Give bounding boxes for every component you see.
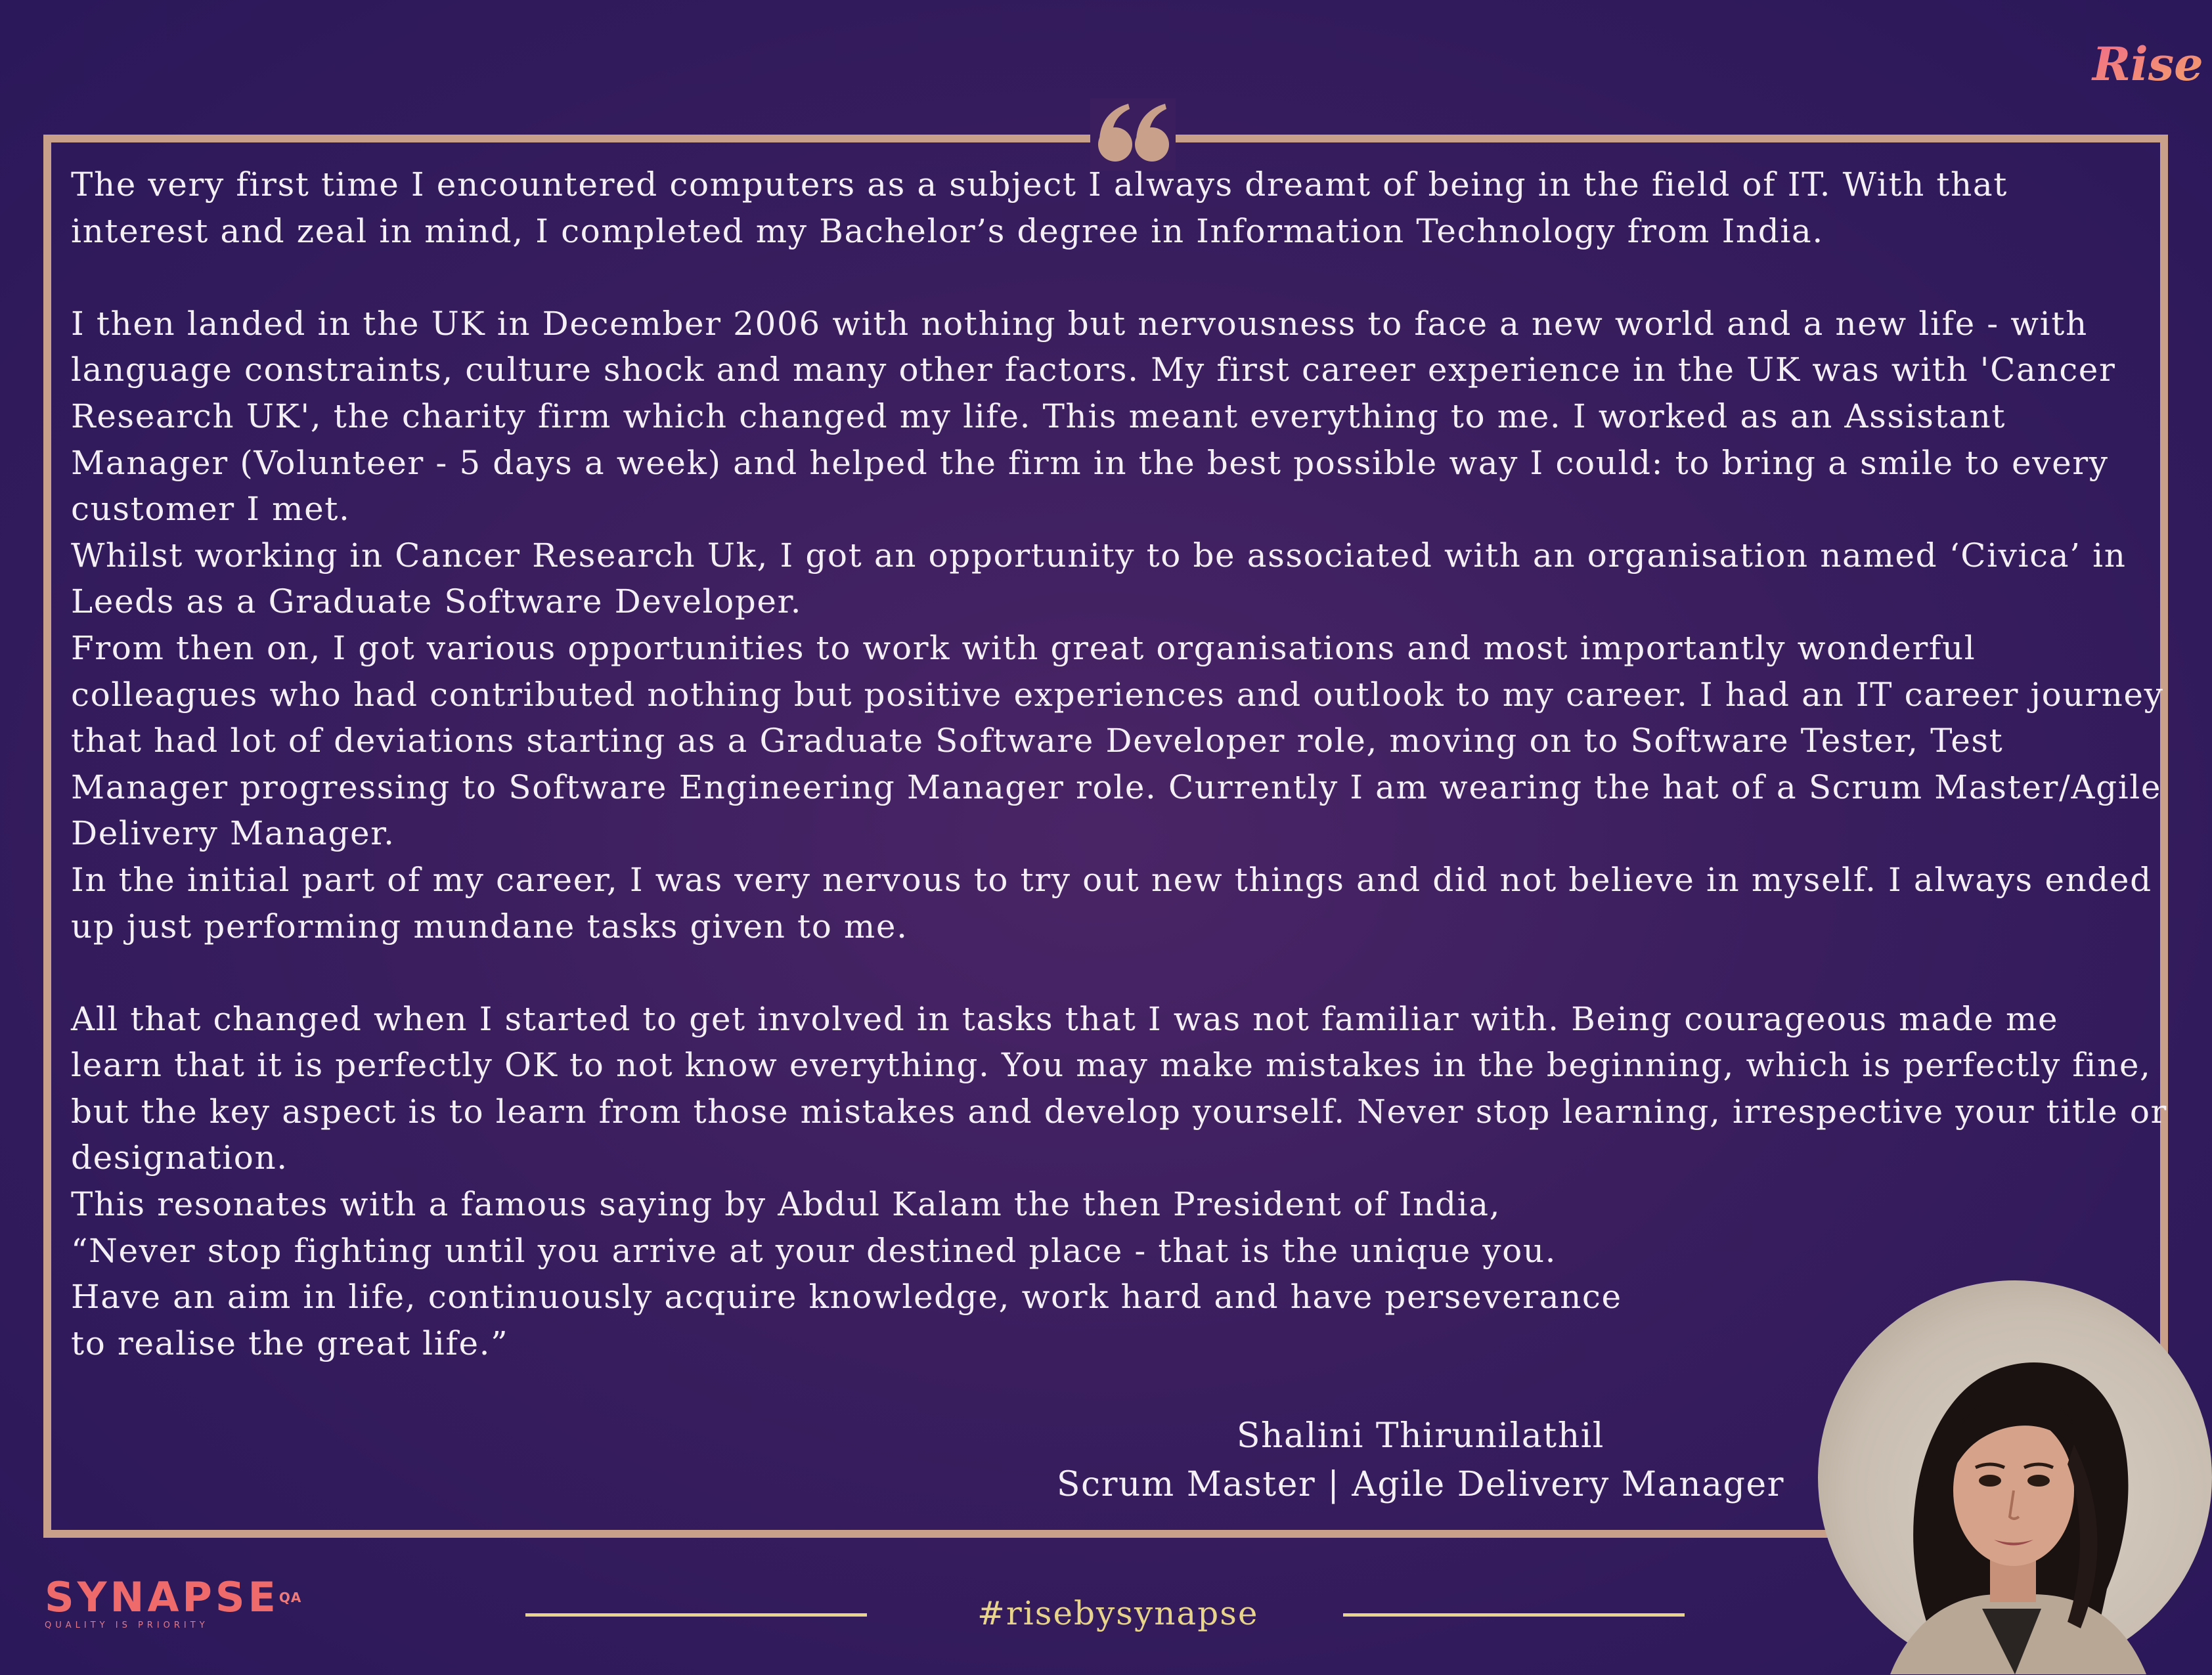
brand-tagline: QUALITY IS PRIORITY [45,1621,209,1630]
text-line: This resonates with a famous saying by Abdul Kalam the then President of India, [71,1185,1501,1224]
text-line: interest and zeal in mind, I completed my Bachelor’s degree in Information Technology from India. [71,211,1824,250]
brand-sup: QA [278,1590,302,1605]
text-line: Research UK', the charity firm which changed my life. This meant everything to me. I worked as an Assistant [71,397,2006,435]
text-line: From then on, I got various opportunities to work with great organisations and most importantly wonderful [71,628,1976,667]
text-line: Leeds as a Graduate Software Developer. [71,582,803,621]
text-line: designation. [71,1139,288,1177]
brand-name: SYNAPSE [45,1573,279,1621]
author-photo [1818,1280,2212,1674]
text-line: colleagues who had contributed nothing but positive experiences and outlook to my career. I had an IT career journey [71,675,2164,714]
text-line: up just performing mundane tasks given to me. [71,907,908,946]
divider-left [525,1613,867,1617]
author-title: Scrum Master | Agile Delivery Manager [1056,1465,1784,1504]
text-line: to realise the great life.” [71,1324,509,1362]
text-line: Delivery Manager. [71,814,395,853]
text-line: Manager progressing to Software Engineering Manager role. Currently I am wearing the hat of a Scrum Master/Agile [71,768,2162,806]
testimonial-text [71,162,2168,1366]
author-name: Shalini Thirunilathil [1236,1416,1604,1456]
text-line: Whilst working in Cancer Research Uk, I got an opportunity to be associated with an organisation named ‘Civica’ in [71,536,2127,575]
text-line: customer I met. [71,490,351,529]
hashtag: #risebysynapse [977,1594,1259,1632]
text-line: but the key aspect is to learn from those mistakes and develop yourself. Never stop learning, irrespective your title or [71,1092,2168,1131]
signature [1057,1412,1784,1509]
divider-right [1343,1613,1685,1617]
text-line: language constraints, culture shock and many other factors. My first career experience in the UK was with 'Cancer [71,351,2116,389]
text-line [71,949,2133,996]
text-line: All that changed when I started to get involved in tasks that I was not familiar with. Being courageous made me [71,999,2059,1038]
text-line: The very first time I encountered computers as a subject I always dreamt of being in the field of IT. With that [71,165,2008,204]
text-line: that had lot of deviations starting as a Graduate Software Developer role, moving on to Software Tester, Test [71,722,2004,760]
text-line: In the initial part of my career, I was very nervous to try out new things and did not believe in myself. I always ended [71,860,2152,899]
text-line: “Never stop fighting until you arrive at your destined place - that is the unique you. [71,1231,1557,1270]
rise-logo [2089,33,2203,98]
synapse-logo [45,1573,302,1630]
text-line: Have an aim in life, continuously acquire knowledge, work hard and have perseverance [71,1278,1622,1316]
text-line: I then landed in the UK in December 2006 with nothing but nervousness to face a new world and a new life - with [71,304,2088,343]
rise-logo-text: Rise [2092,37,2203,91]
quote-open-icon [1090,98,1176,171]
text-line [71,254,2133,301]
text-line: Manager (Volunteer - 5 days a week) and helped the firm in the best possible way I could: to bring a smile to every [71,443,2109,482]
text-line: learn that it is perfectly OK to not know everything. You may make mistakes in the beginning, which is perfectly fine, [71,1046,2152,1085]
